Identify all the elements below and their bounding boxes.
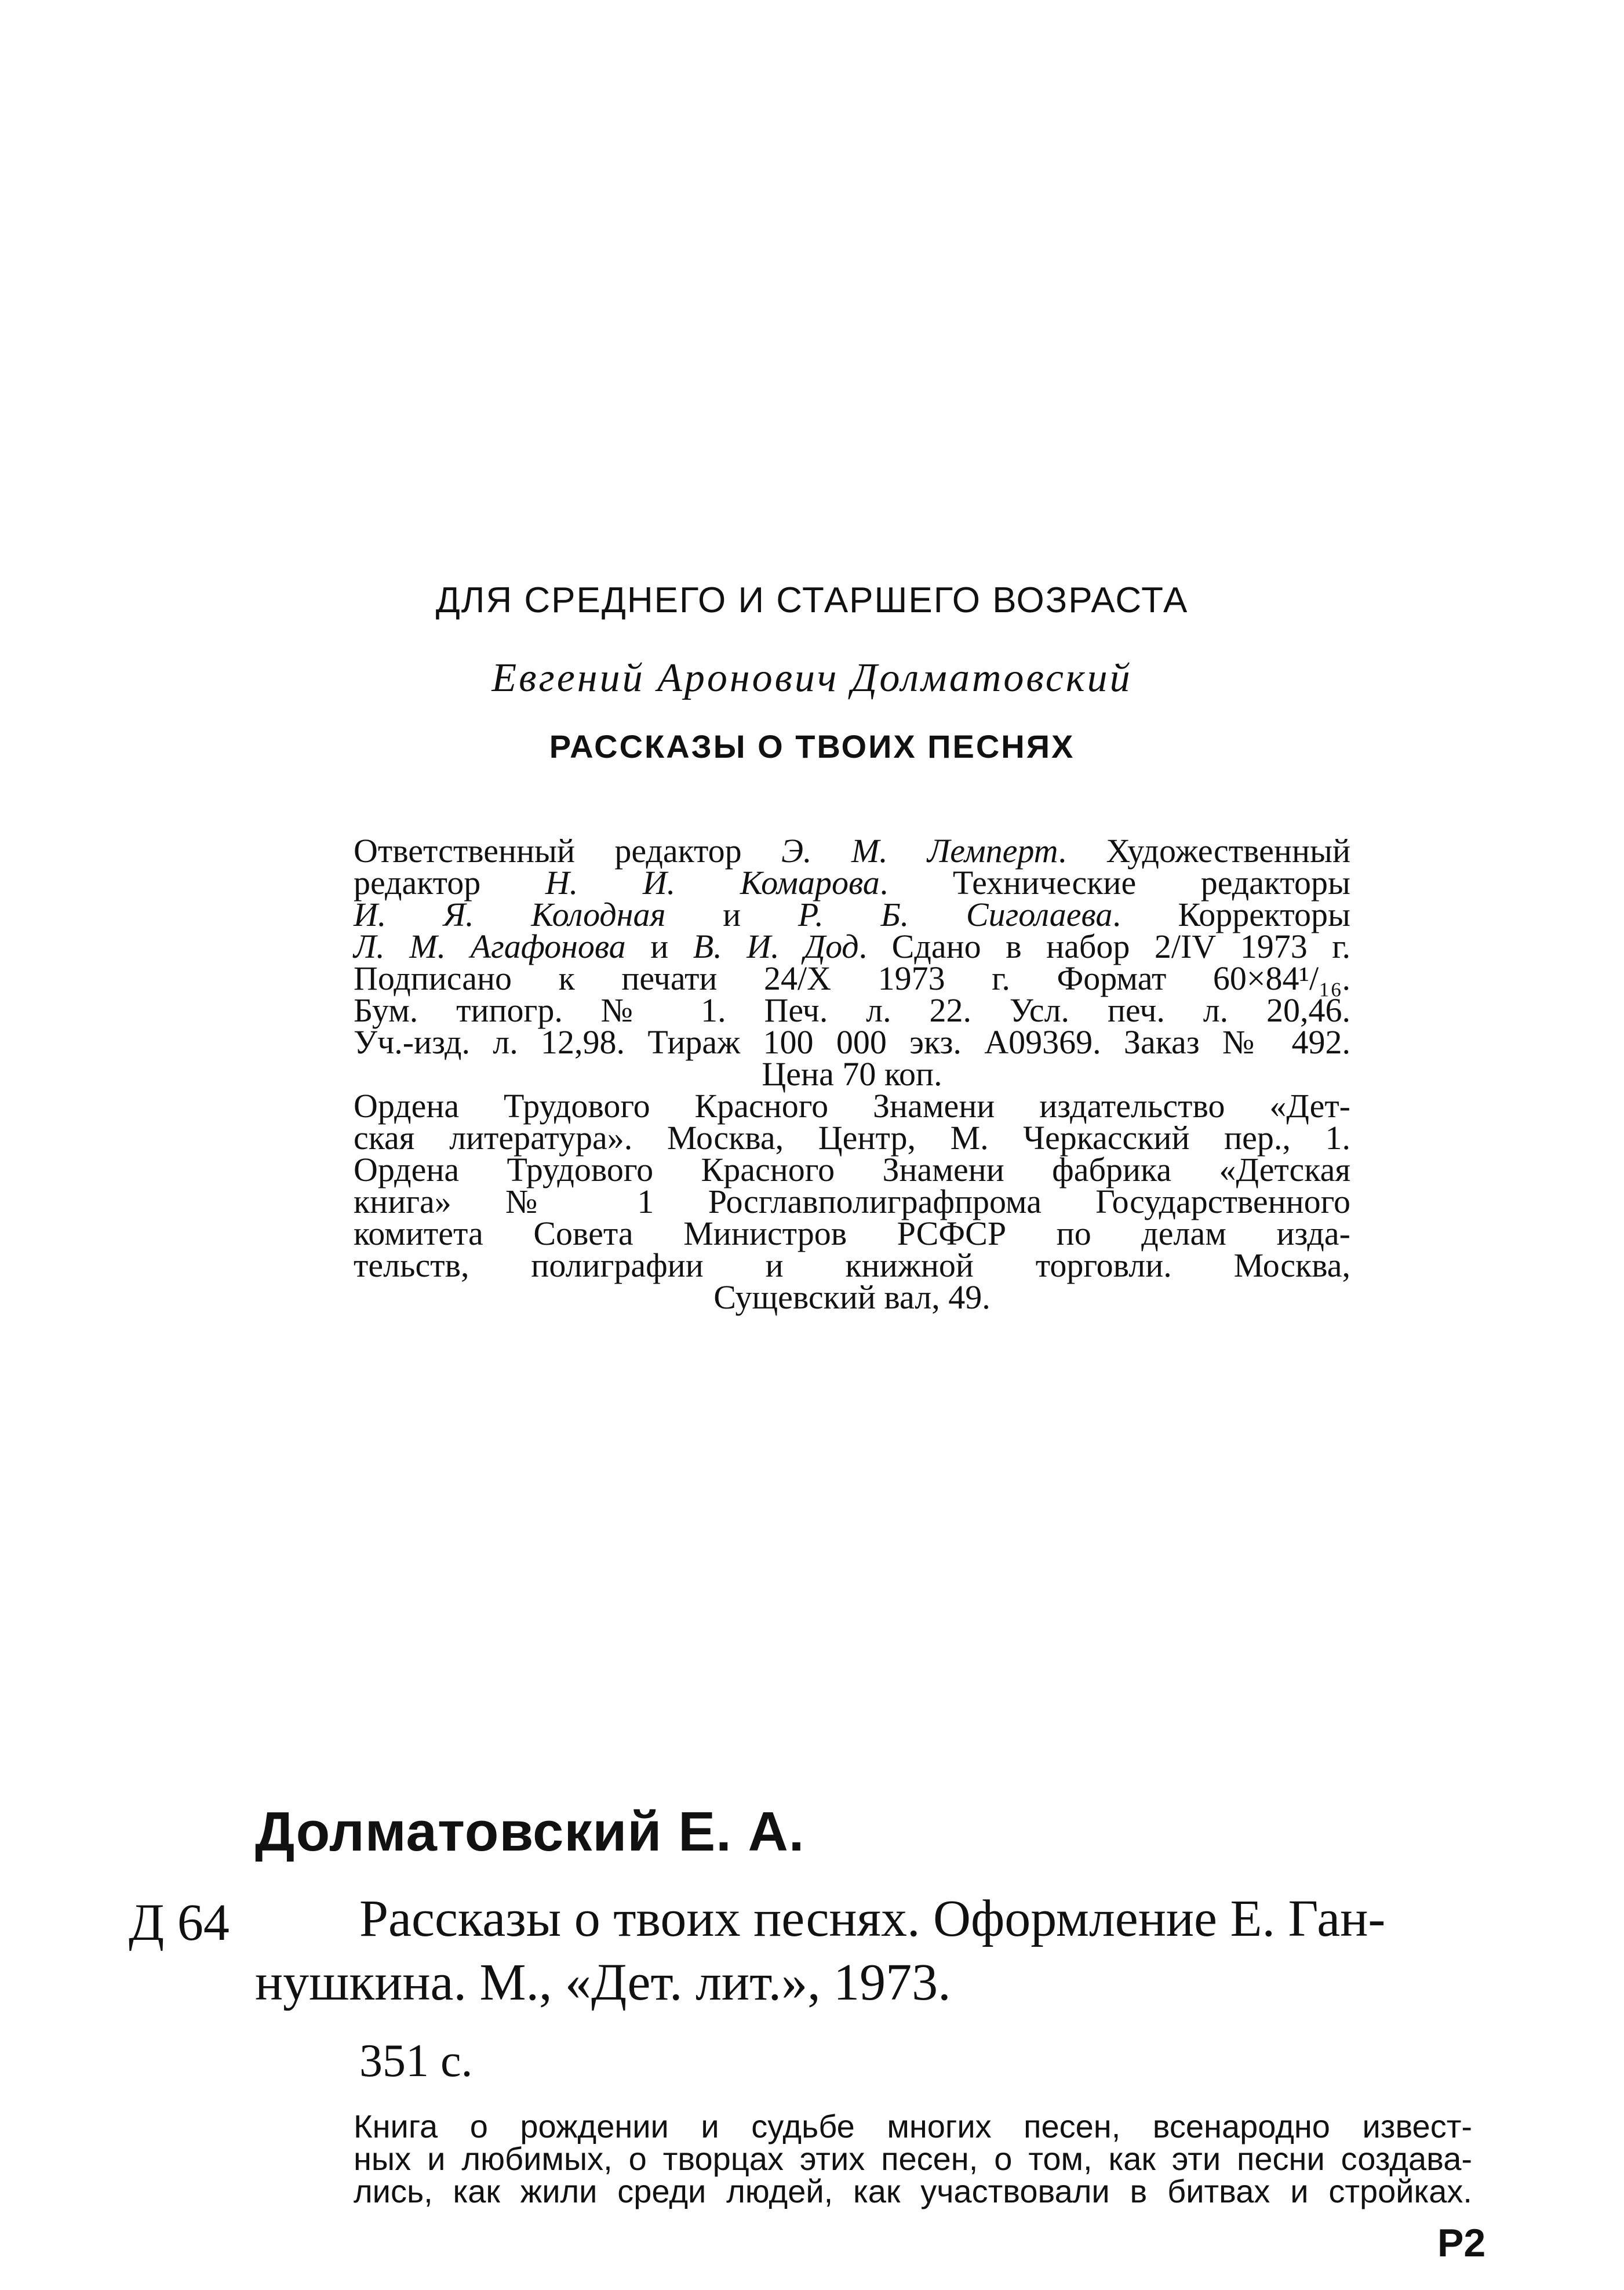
colophon-line: редактор Н. И. Комарова. Технические редакторы	[354, 864, 1350, 902]
catalog-line: нушкина. М., «Дет. лит.», 1973.	[255, 1954, 951, 2011]
colophon-line: И. Я. Колодная и Р. Б. Сиголаева. Корректоры	[354, 896, 1350, 933]
colophon	[354, 832, 1351, 1316]
catalog-line: Рассказы о твоих песнях. Оформление Е. Ган-	[359, 1890, 1386, 1947]
colophon-line: Бум. типогр. № 1. Печ. л. 22. Усл. печ. л. 20,46.	[354, 991, 1350, 1029]
colophon-line: ская литература». Москва, Центр, М. Черкасский пер., 1.	[354, 1119, 1350, 1157]
author-full-name: Евгений Аронович Долматовский	[491, 656, 1133, 700]
annotation	[354, 2110, 1472, 2208]
classification-code: Р2	[1437, 2221, 1486, 2265]
colophon-address: Сущевский вал, 49.	[713, 1278, 991, 1316]
age-group-line: ДЛЯ СРЕДНЕГО И СТАРШЕГО ВОЗРАСТА	[435, 580, 1189, 620]
catalog-card-author: Долматовский Е. А.	[255, 1801, 805, 1863]
catalog-card-description	[255, 1887, 1472, 2015]
colophon-line: Уч.-изд. л. 12,98. Тираж 100 000 экз. А09369. Заказ № 492.	[354, 1023, 1350, 1061]
colophon-line: Подписано к печати 24/X 1973 г. Формат 60×84¹/₁₆.	[354, 959, 1350, 997]
colophon-line: Л. М. Агафонова и В. И. Дод. Сдано в набор 2/IV 1973 г.	[354, 928, 1351, 965]
annotation-line: Книга о рождении и судьбе многих песен, всенародно извест-	[354, 2108, 1472, 2144]
annotation-line: ных и любимых, о творцах этих песен, о том, как эти песни создава-	[354, 2140, 1472, 2177]
book-title: РАССКАЗЫ О ТВОИХ ПЕСНЯХ	[549, 728, 1075, 765]
colophon-price: Цена 70 коп.	[762, 1055, 942, 1093]
catalog-index: Д 64	[129, 1894, 230, 1951]
colophon-line: Ордена Трудового Красного Знамени фабрика «Детская	[354, 1151, 1350, 1188]
colophon-line: Ордена Трудового Красного Знамени издательство «Дет-	[354, 1087, 1350, 1125]
page-count: 351 с.	[359, 2035, 473, 2087]
colophon-line: книга» № 1 Росглавполиграфпрома Государственного	[354, 1183, 1350, 1220]
annotation-line: лись, как жили среди людей, как участвовали в битвах и стройках.	[354, 2173, 1472, 2209]
colophon-line: тельств, полиграфии и книжной торговли. Москва,	[354, 1246, 1350, 1284]
colophon-line: комитета Совета Министров РСФСР по делам изда-	[354, 1215, 1350, 1252]
colophon-line: Ответственный редактор Э. М. Лемперт. Художественный	[354, 832, 1350, 870]
